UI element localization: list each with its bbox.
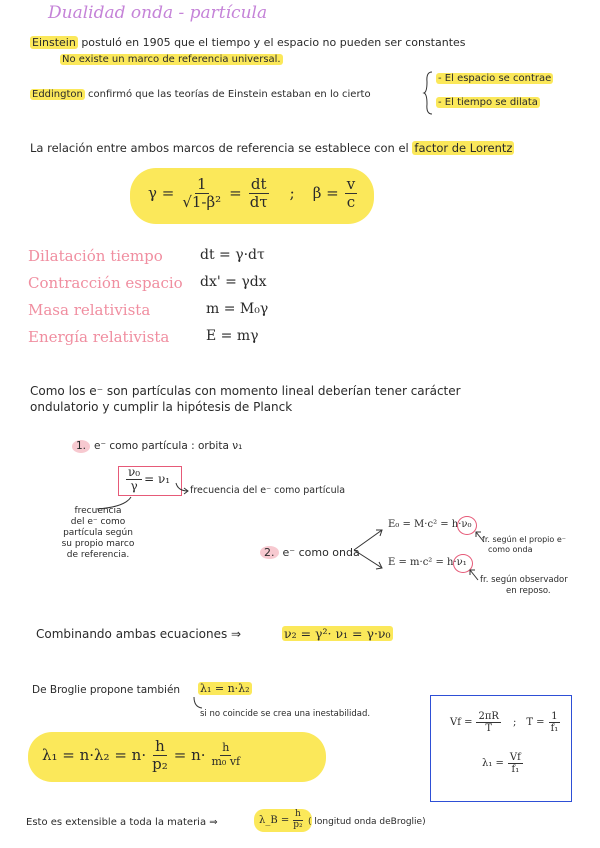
particle-box-formula: $\frac{\text{ν₀}}{\gamma}$ = ν₁ [128, 465, 171, 494]
lorentz-term: factor de Lorentz [414, 141, 513, 155]
einstein-note: No existe un marco de referencia universal. [62, 54, 281, 65]
electrons-line-1: Como los e⁻ son partículas con momento lineal deberían tener carácter [30, 384, 461, 398]
effect-label-3: Masa relativista [28, 301, 151, 319]
wave-number: 2. [260, 546, 279, 559]
arrow-icon [176, 483, 190, 495]
wave-heading: 2. e⁻ como onda [260, 546, 360, 559]
brace-icon [424, 70, 434, 116]
debroglie-text: De Broglie propone también [32, 684, 181, 696]
matter-text: Esto es extensible a toda la materia ⇒ [26, 817, 218, 828]
effect-formula-2: dx' = γdx [200, 274, 267, 290]
particle-left-note: frecuencia del e⁻ como partícula según su propio marco de referencia. [61, 506, 135, 560]
matter-formula: λ_B = $\frac{h}{\text{p₂}}$ [254, 809, 312, 832]
debroglie-note: si no coincide se crea una inestabilidad. [200, 709, 371, 719]
particle-heading: 1. e⁻ como partícula : orbita ν₁ [72, 440, 242, 453]
eddington-text: confirmó que las teorías de Einstein estaban en lo cierto [88, 89, 371, 100]
combining-formula: ν₂ = γ²· ν₁ = γ·ν₀ [284, 626, 391, 641]
effect-label-2: Contracción espacio [28, 274, 183, 292]
effect-formula-1: dt = γ·dτ [200, 247, 265, 263]
particle-number: 1. [72, 440, 90, 453]
eddington-bullet-2: - El tiempo se dilata [438, 97, 538, 108]
effect-label-4: Energía relativista [28, 328, 170, 346]
wave-eq-2: E = m·c² = h·ν₁ [388, 557, 467, 568]
box-lambda-formula: λ₁ = $\frac{Vf}{\text{f₁}}$ [482, 752, 521, 775]
electrons-line-2: ondulatorio y cumplir la hipótesis de Planck [30, 400, 293, 414]
debroglie-formula: λ₁ = n·λ₂ [200, 682, 250, 695]
einstein-name: Einstein [32, 36, 76, 49]
eddington-bullet-1: - El espacio se contrae [438, 73, 552, 84]
einstein-line [30, 36, 466, 49]
page-title: Dualidad onda - partícula [48, 3, 268, 23]
lorentz-intro: La relación entre ambos marcos de referencia se establece con el factor de Lorentz [30, 141, 513, 155]
einstein-subline [60, 54, 283, 66]
debroglie-big-formula: λ₁ = n·λ₂ = n· $\frac{h}{\text{p₂}}$ = n· $\frac{h}{\text{m₀ vf}}$ [42, 737, 241, 773]
box-velocity-formula: Vf = $\frac{2\pi R}{T}$ ; T = $\frac{1}{\text{f₁}}$ [450, 711, 559, 734]
wave-eq-1: E₀ = M·c² = h·ν₀ [388, 519, 472, 530]
effect-formula-3: m = M₀γ [206, 301, 269, 317]
effect-label-1: Dilatación tiempo [28, 247, 163, 265]
particle-arrow-note: frecuencia del e⁻ como partícula [190, 485, 346, 496]
wave-note-2: fr. según observador en reposo. [480, 575, 568, 596]
arrow-icon [468, 568, 480, 582]
einstein-text: postuló en 1905 que el tiempo y el espacio no pueden ser constantes [81, 36, 466, 49]
fork-arrows-icon [352, 526, 386, 572]
wave-note-1: fr. según el propio e⁻ como onda [482, 535, 566, 554]
eddington-name: Eddington [32, 89, 83, 100]
eddington-line [30, 89, 371, 101]
combining-text: Combinando ambas ecuaciones ⇒ [36, 627, 242, 641]
effect-formula-4: E = mγ [206, 328, 259, 344]
lorentz-formula: γ = $\frac{1}{\text{√1-β²}}$ = $\frac{dt}{d\tau}$ ; β = $\frac{v}{c}$ [148, 175, 356, 211]
matter-note: ( longitud onda deBroglie) [308, 817, 426, 827]
